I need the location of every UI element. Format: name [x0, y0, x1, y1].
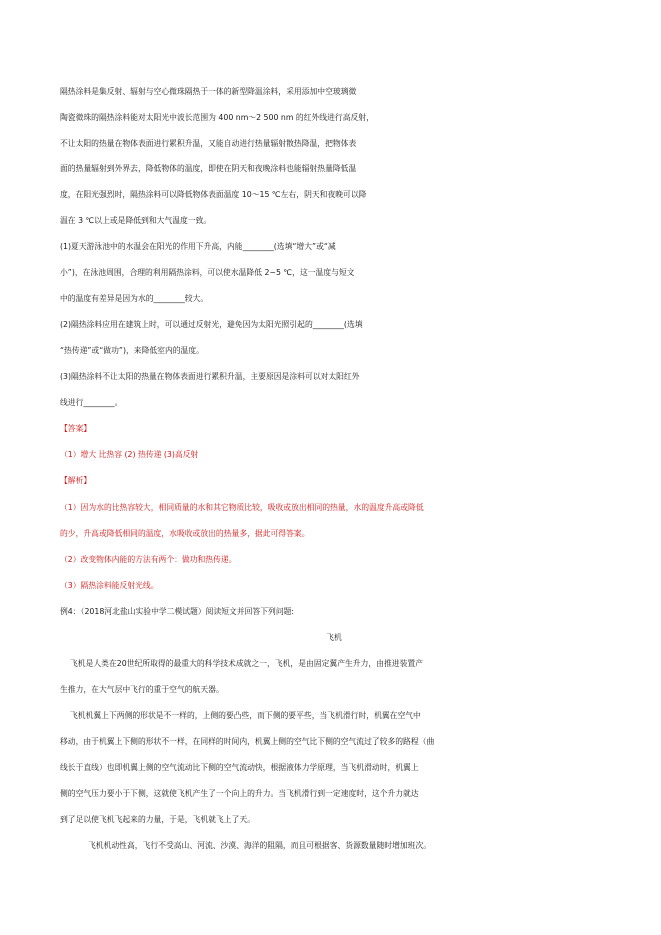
article-line: 移动，由于机翼上下侧的形状不一样，在同样的时间内，机翼上侧的空气比下侧的空气流过了较多的路程（曲: [60, 737, 435, 746]
passage-line: 温在 3 ℃以上或是降低到和大气温度一致。: [60, 216, 212, 225]
article-line: 侧的空气压力要小于下侧，这就使飞机产生了一个向上的升力。当飞机滑行到一定速度时，这个升力就达: [60, 789, 419, 798]
article-line: 生推力，在大气层中飞行的重于空气的航天器。: [60, 685, 224, 694]
passage-line: 隔热涂料是集反射、辐射与空心微珠隔热于一体的新型降温涂料，采用添加中空玻璃微: [60, 87, 357, 96]
question-line: 中的温度有差异是因为水的________较大。: [60, 294, 209, 303]
passage-line: 陶瓷微珠的隔热涂料能对太阳光中波长范围为 400 nm～2 500 nm 的红外线进行高反射，: [60, 113, 374, 122]
passage-line: 度，在阳光强烈时，隔热涂料可以降低物体表面温度 10～15 ℃左右，阴天和夜晚可以降: [60, 190, 367, 199]
analysis-label: 【解析】: [60, 476, 92, 485]
analysis-line: （3）隔热涂料能反射光线。: [60, 581, 159, 590]
article-line: 线长于直线）也即机翼上侧的空气流动比下侧的空气流动快，根据液体力学原理，当飞机滑动时，机翼上: [60, 763, 419, 772]
question-line: “热传递”或“做功”)，来降低室内的温度。: [60, 346, 204, 355]
analysis-line: 的少，升高或降低相同的温度，水吸收或放出的热量多，据此可得答案。: [60, 529, 310, 538]
example-heading: 例4：（2018河北盐山实验中学二模试题）阅读短文并回答下列问题:: [60, 607, 295, 616]
analysis-line: （1）因为水的比热容较大，相同质量的水和其它物质比较，吸收或放出相同的热量，水的温度升高或降低: [60, 503, 424, 512]
analysis-line: （2）改变物体内能的方法有两个：做功和热传递。: [60, 555, 237, 564]
article-line: 飞机是人类在20世纪所取得的最重大的科学技术成就之一，飞机，是由固定翼产生升力，由推进装置产: [70, 659, 423, 668]
article-line: 飞机机翼上下两侧的形状是不一样的，上侧的要凸些，而下侧的要平些，当飞机滑行时，机翼在空气中: [70, 711, 421, 720]
article-line: 飞机机动性高，飞行不受高山、河流、沙漠、海洋的阻隔，而且可根据客、货源数量随时增加班次。: [88, 841, 432, 850]
article-title: 飞机: [326, 633, 342, 642]
passage-line: 面的热量辐射到外界去，降低物体的温度，即使在阴天和夜晚涂料也能辐射热量降低温: [60, 164, 357, 173]
question-line: (2)隔热涂料应用在建筑上时，可以通过反射光，避免因为太阳光照引起的________(选填: [60, 320, 363, 329]
answer-label: 【答案】: [60, 424, 92, 433]
question-line: 小”)，在泳池周围，合理的利用隔热涂料，可以使水温降低 2~5 ℃，这一温度与短文: [60, 268, 355, 277]
question-line: 线进行________。: [60, 398, 123, 407]
question-line: (3)隔热涂料不让太阳的热量在物体表面进行累积升温，主要原因是涂料可以对太阳红外: [60, 372, 360, 381]
passage-line: 不让太阳的热量在物体表面进行累积升温，又能自动进行热量辐射散热降温，把物体表: [60, 139, 357, 148]
question-line: (1)夏天游泳池中的水温会在阳光的作用下升高，内能________(选填“增大”或“减: [60, 242, 336, 251]
article-line: 到了足以使飞机飞起来的力量，于是，飞机就飞上了天。: [60, 815, 255, 824]
answer-text: （1）增大 比热容 (2) 热传递 (3)高反射: [60, 450, 199, 459]
